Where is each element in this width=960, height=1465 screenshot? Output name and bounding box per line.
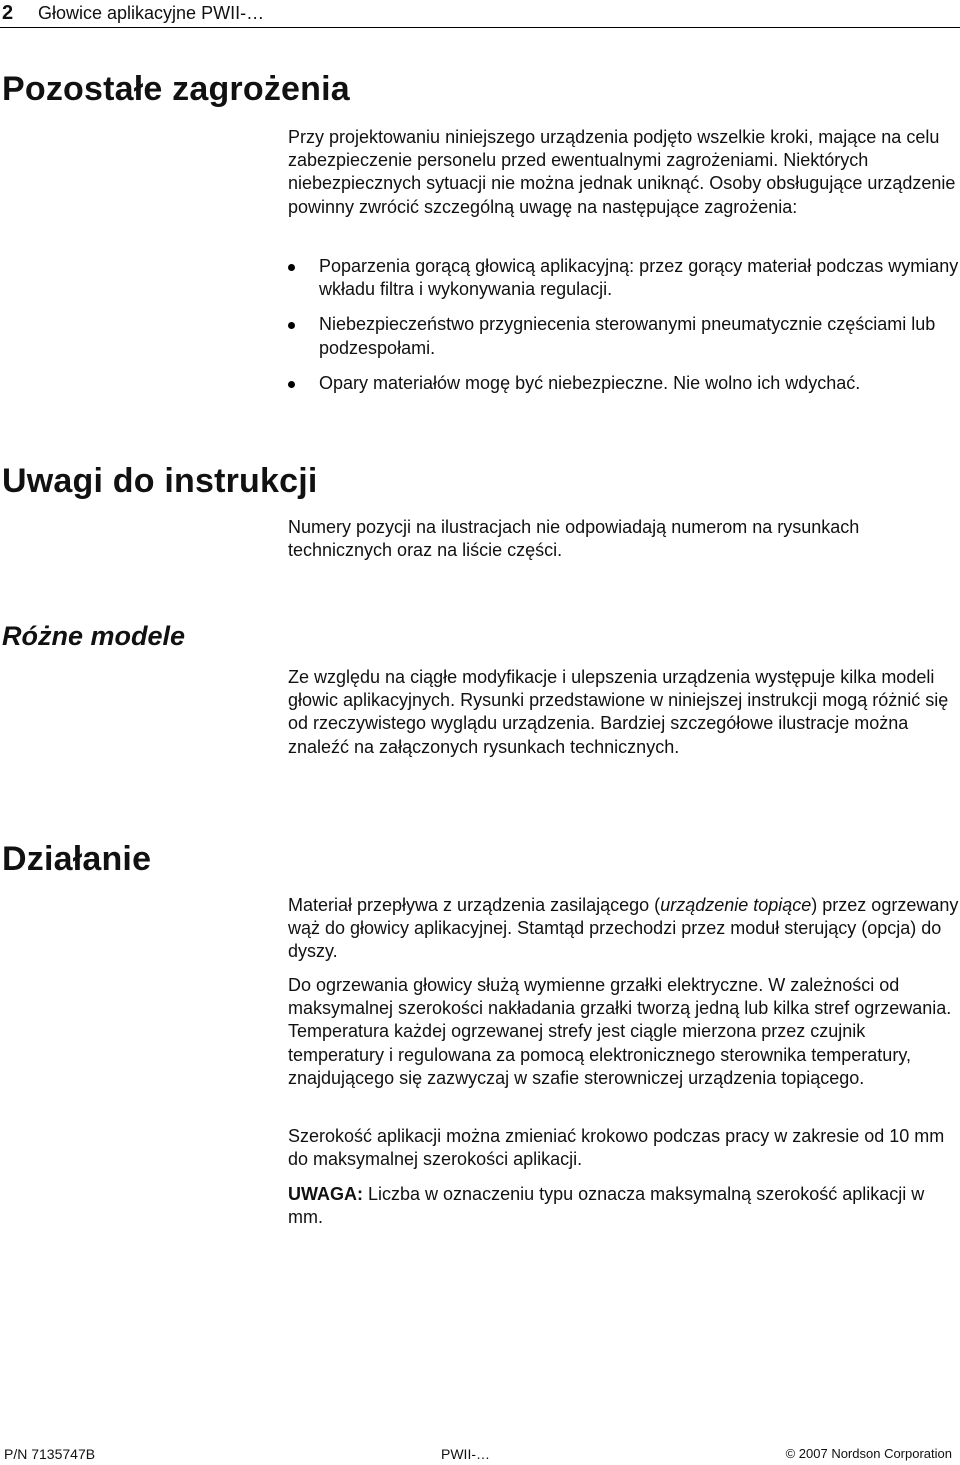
note-text: Liczba w oznaczeniu typu oznacza maksymalną szerokość aplikacji w mm. — [288, 1184, 925, 1228]
list-item: Niebezpieczeństwo przygniecenia sterowanymi pneumatycznie częściami lub podzespołami. — [288, 313, 960, 359]
part-number: P/N 7135747B — [4, 1446, 96, 1462]
copyright: © 2007 Nordson Corporation — [785, 1446, 952, 1461]
section-title-operation: Działanie — [2, 840, 152, 878]
section-title-models: Różne modele — [2, 621, 186, 651]
page-header — [0, 0, 960, 28]
header-rule — [0, 27, 960, 28]
operation-paragraph-3: Szerokość aplikacji można zmieniać krokowo podczas pracy w zakresie od 10 mm do maksymalnej szerokości aplikacji. — [288, 1126, 945, 1170]
note-label: UWAGA: — [288, 1184, 363, 1204]
operation-paragraph-1: Materiał przepływa z urządzenia zasilającego (urządzenie topiące) przez ogrzewany wąż do głowicy aplikacyjnej. Stamtąd przechodzi przez moduł sterujący (opcja) do dyszy. — [288, 895, 959, 962]
operation-note — [288, 1183, 960, 1229]
footer-product: PWII-… — [441, 1446, 490, 1462]
models-text: Ze względu na ciągłe modyfikacje i ulepszenia urządzenia występuje kilka modeli głowic aplikacyjnych. Rysunki przedstawione w niniejszej instrukcji mogą różnić się od rzeczywistego wyglądu urządzenia. Bardziej szczegółowe ilustracje można znaleźć na załączonych rysunkach technicznych. — [288, 667, 949, 757]
bullet-icon — [288, 264, 295, 271]
page-footer — [0, 1446, 960, 1465]
bullet-icon — [288, 381, 295, 388]
hazards-intro: Przy projektowaniu niniejszego urządzenia podjęto wszelkie kroki, mające na celu zabezpieczenie personelu przed ewentualnymi zagrożeniami. Niektórych niebezpiecznych sytuacji nie można jednak uniknąć. Osoby obsługujące urządzenie powinny zwrócić szczególną uwagę na następujące zagrożenia: — [288, 127, 956, 217]
operation-paragraph-2: Do ogrzewania głowicy służą wymienne grzałki elektryczne. W zależności od maksymalnej szerokości nakładania grzałki tworzą jedną lub kilka stref ogrzewania. Temperatura każdej ogrzewanej strefy jest ciągle mierzona przez czujnik temperatury i regulowana za pomocą elektronicznego sterownika temperatury, znajdującego się zazwyczaj w szafie sterowniczej urządzenia topiącego. — [288, 975, 952, 1088]
melter-term: urządzenie topiące — [660, 895, 812, 915]
hazards-list — [288, 255, 960, 407]
bullet-icon — [288, 322, 295, 329]
list-item: Opary materiałów mogę być niebezpieczne. Nie wolno ich wdychać. — [288, 372, 960, 395]
list-item: Poparzenia gorącą głowicą aplikacyjną: przez gorący materiał podczas wymiany wkładu filtra i wykonywania regulacji. — [288, 255, 960, 301]
section-title-hazards: Pozostałe zagrożenia — [2, 70, 350, 108]
instructions-text: Numery pozycji na ilustracjach nie odpowiadają numerom na rysunkach technicznych oraz na liście części. — [288, 517, 860, 561]
page-number: 2 — [2, 2, 14, 24]
running-title: Głowice aplikacyjne PWII-… — [38, 3, 265, 23]
section-title-instructions: Uwagi do instrukcji — [2, 462, 318, 500]
